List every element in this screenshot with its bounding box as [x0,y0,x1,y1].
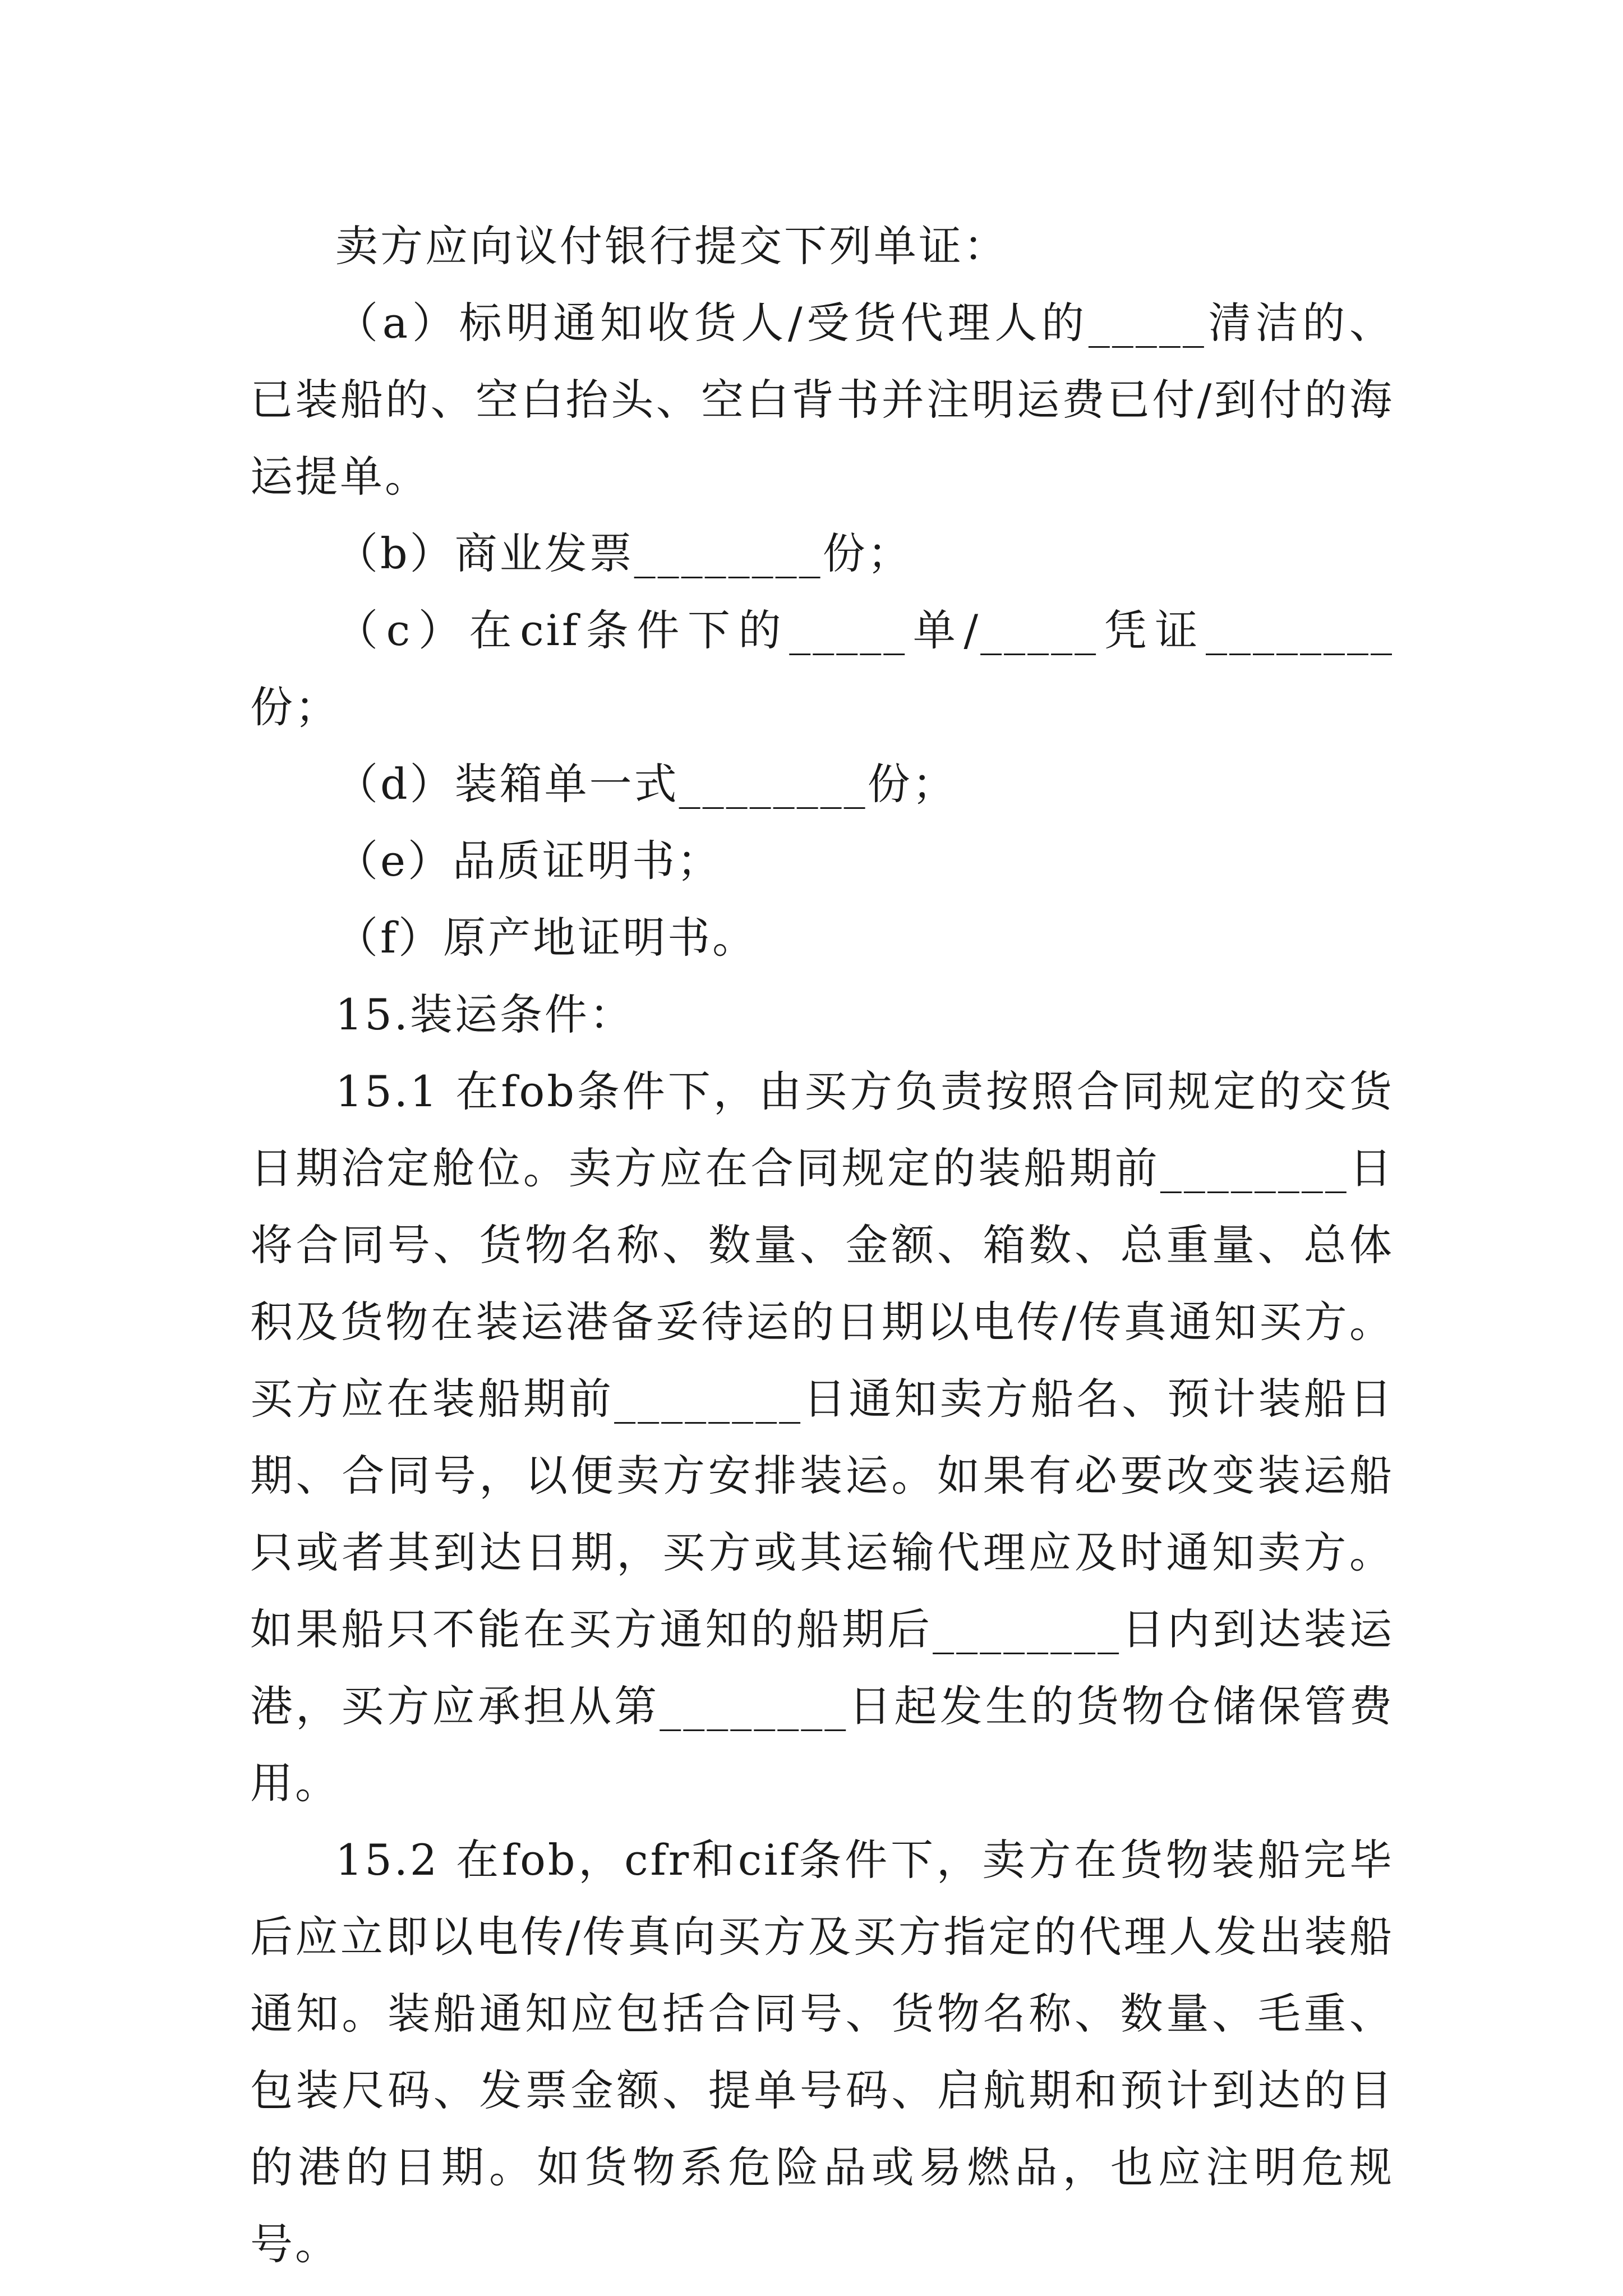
paragraph-item-e-quality-certificate: （e）品质证明书； [335,836,722,886]
paragraph-item-f-origin-certificate: （f）原产地证明书。 [335,913,758,963]
document-body [250,208,1394,2283]
paragraph-item-b-invoice: （b）商业发票________份； [335,528,912,578]
paragraph-item-a-bill-of-lading: （a）标明通知收货人/受货代理人的_____清洁的、已装船的、空白抬头、空白背书并注明运费已付/到付的海运提单。 [250,298,1394,501]
paragraph-clause-15-2: 15.2 在fob，cfr和cif条件下，卖方在货物装船完毕后应立即以电传/传真向买方及买方指定的代理人发出装船通知。装船通知应包括合同号、货物名称、数量、毛重、包装尺码、发票金额、提单号码、启航期和预计到达的目的港的日期。如货物系危险品或易燃品，也应注明危规号。 [250,1835,1394,2269]
paragraph-documents-intro: 卖方应向议付银行提交下列单证： [335,221,1008,271]
paragraph-clause-15-1: 15.1 在fob条件下，由买方负责按照合同规定的交货日期洽定舱位。卖方应在合同规定的装船期前________日将合同号、货物名称、数量、金额、箱数、总重量、总体积及货物在装运港备妥待运的日期以电传/传真通知买方。买方应在装船期前________日通知卖方船名、预计装船日期、合同号，以便卖方安排装运。如果有必要改变装运船只或者其到达日期，买方或其运输代理应及时通知卖方。如果船只不能在买方通知的船期后________日内到达装运港，买方应承担从第________日起发生的货物仓储保管费用。 [250,1066,1394,1808]
paragraph-item-d-packing-list: （d）装箱单一式________份； [335,759,957,809]
section-heading-shipment-terms: 15.装运条件： [335,990,634,1039]
paragraph-item-c-insurance: （c）在cif条件下的_____单/_____凭证________份； [250,605,1394,732]
